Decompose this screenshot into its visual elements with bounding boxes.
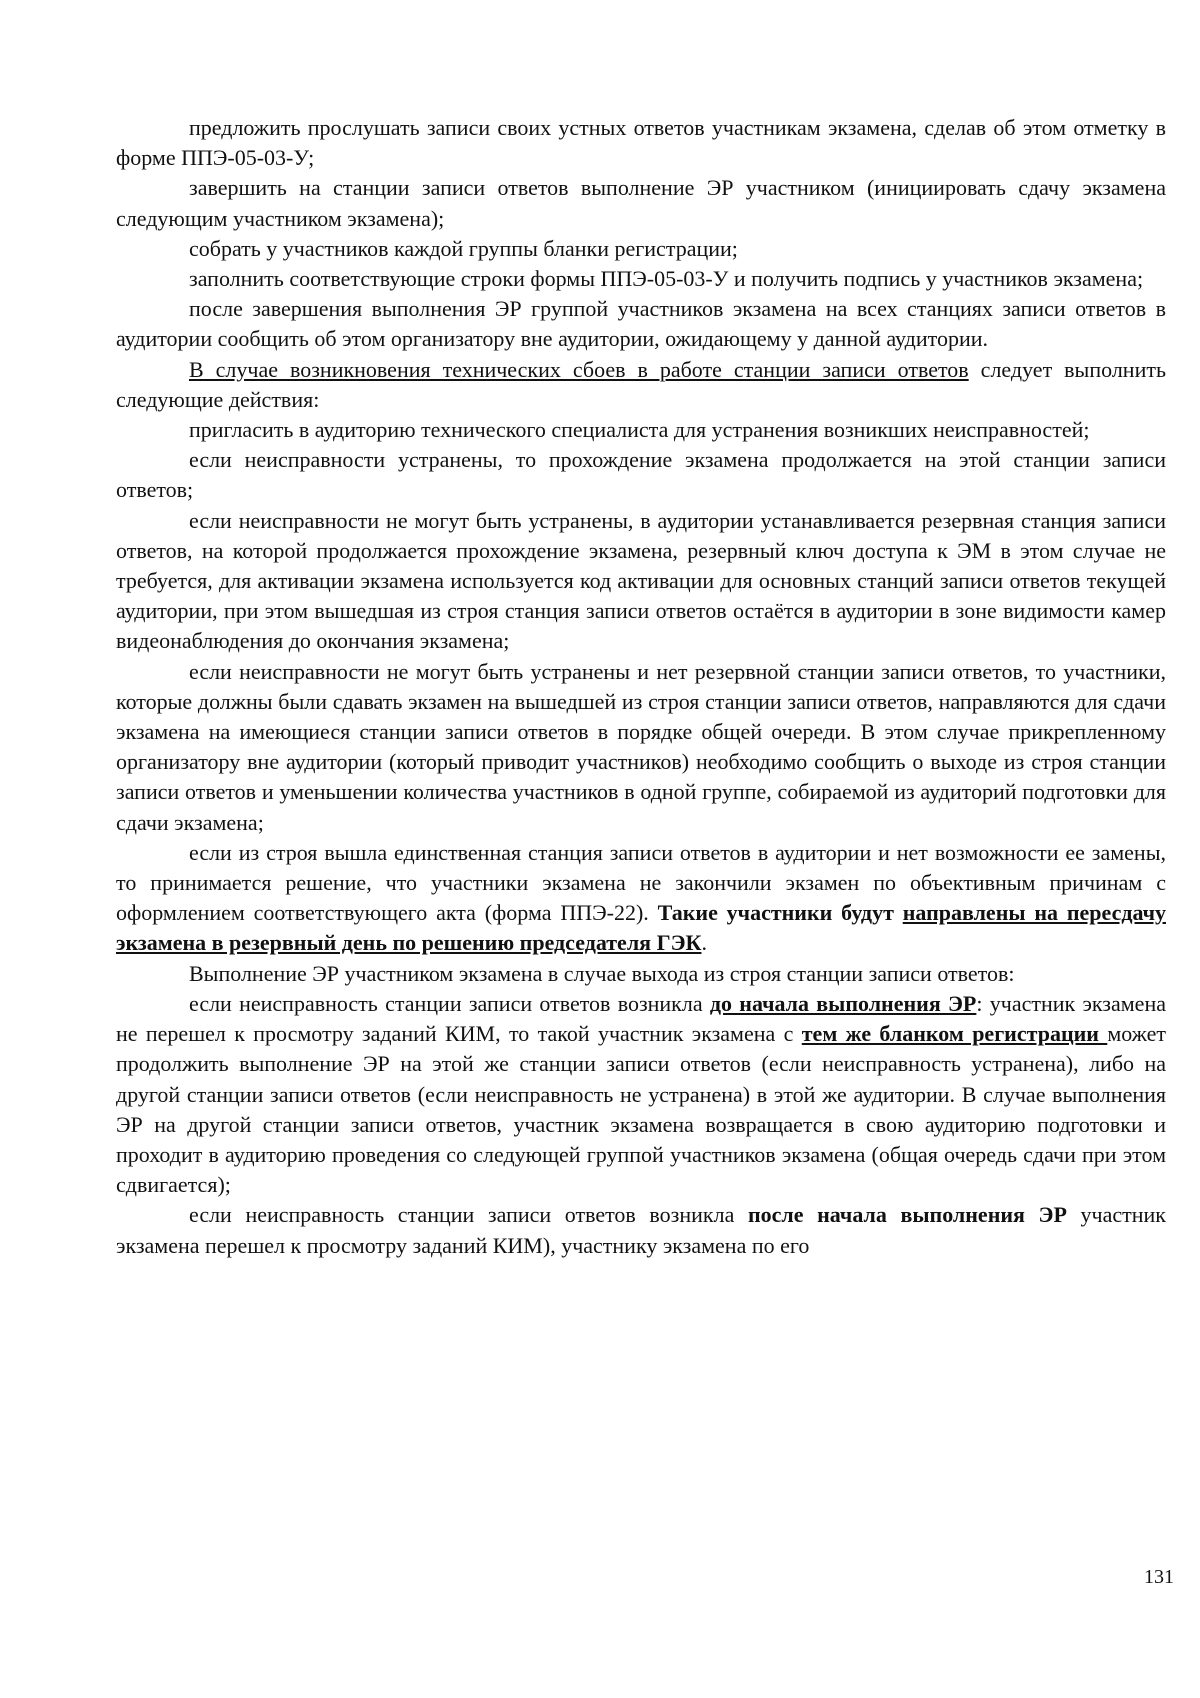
paragraph-technical-failure-intro (116, 355, 1166, 415)
paragraph-fixed: если неисправности устранены, то прохождение экзамена продолжается на этой станции записи ответов; (116, 447, 1166, 503)
before-start-text-1: если неисправность станции записи ответов возникла (189, 990, 710, 1016)
page-body (116, 113, 1166, 1261)
before-start-text-2: : участник экзамена не перешел к просмотру заданий КИМ, то такой участник экзамена с (116, 990, 1166, 1047)
paragraph-collect-forms: собрать у участников каждой группы бланки регистрации; (189, 235, 738, 261)
technical-failure-heading-rest: следует выполнить следующие действия: (116, 356, 1166, 412)
technical-failure-heading: В случае возникновения технических сбоев в работе станции записи ответов (189, 356, 969, 382)
before-start-bold-2: тем же бланком регистрации (801, 1021, 1108, 1047)
paragraph-after-start (116, 1200, 1166, 1260)
single-station-bold-underlined: направлены на пересдачу экзамена в резервный день по решению председателя ГЭК (116, 900, 1166, 956)
paragraph-before-start (116, 989, 1166, 1200)
after-start-text-2: участник экзамена перешел к просмотру заданий КИМ), участнику экзамена по его (116, 1202, 1166, 1258)
paragraph-single-station-failed (116, 838, 1166, 959)
single-station-end: . (701, 930, 707, 956)
paragraph-execution-heading: Выполнение ЭР участником экзамена в случае выхода из строя станции записи ответов: (189, 960, 1015, 986)
after-start-bold: после начала выполнения ЭР (747, 1202, 1067, 1228)
paragraph-invite-specialist: пригласить в аудиторию технического специалиста для устранения возникших неисправностей; (189, 417, 1090, 443)
paragraph-listen-recordings: предложить прослушать записи своих устных ответов участникам экзамена, сделав об этом отметку в форме ППЭ-05-03-У; (116, 115, 1166, 171)
before-start-bold-1: до начала выполнения ЭР (709, 990, 977, 1016)
paragraph-finish-recording: завершить на станции записи ответов выполнение ЭР участником (инициировать сдачу экзамена следующим участником экзамена); (116, 175, 1166, 231)
paragraph-reserve-station: если неисправности не могут быть устранены, в аудитории устанавливается резервная станция записи ответов, на которой продолжается прохождение экзамена, резервный ключ доступа к ЭМ в этом случае не требуется, для активации экзамена используется код активации для основных станций записи ответов текущей аудитории, при этом вышедшая из строя станция записи ответов остаётся в аудитории в зоне видимости камер видеонаблюдения до окончания экзамена; (116, 507, 1166, 654)
paragraph-fill-form: заполнить соответствующие строки формы ППЭ-05-03-У и получить подпись у участников экзамена; (189, 266, 1144, 292)
page-number: 131 (1144, 1566, 1174, 1588)
after-start-text-1: если неисправность станции записи ответов возникла (189, 1202, 748, 1228)
before-start-text-3: может продолжить выполнение ЭР на этой же станции записи ответов (если неисправность устранена), либо на другой станции записи ответов (если неисправность не устранена) в этой же аудитории. В случае выполнения ЭР на другой станции записи ответов, участник экзамена возвращается в свою аудиторию подготовки и проходит в аудиторию проведения со следующей группой участников экзамена (общая очередь сдачи при этом сдвигается); (116, 1021, 1166, 1198)
single-station-bold: Такие участники будут (657, 900, 903, 926)
single-station-text: если из строя вышла единственная станция записи ответов в аудитории и нет возможности ее замены, то принимается решение, что участники экзамена не закончили экзамен по объективным причинам с оформлением соответствующего акта (форма ППЭ-22). (116, 839, 1166, 926)
paragraph-after-completion: после завершения выполнения ЭР группой участников экзамена на всех станциях записи ответов в аудитории сообщить об этом организатору вне аудитории, ожидающему у данной аудитории. (116, 296, 1166, 352)
paragraph-no-reserve-station: если неисправности не могут быть устранены и нет резервной станции записи ответов, то участники, которые должны были сдавать экзамен на вышедшей из строя станции записи ответов, направляются для сдачи экзамена на имеющиеся станции записи ответов в порядке общей очереди. В этом случае прикрепленному организатору вне аудитории (который приводит участников) необходимо сообщить о выходе из строя станции записи ответов и уменьшении количества участников в одной группе, собираемой из аудиторий подготовки для сдачи экзамена; (116, 658, 1166, 835)
